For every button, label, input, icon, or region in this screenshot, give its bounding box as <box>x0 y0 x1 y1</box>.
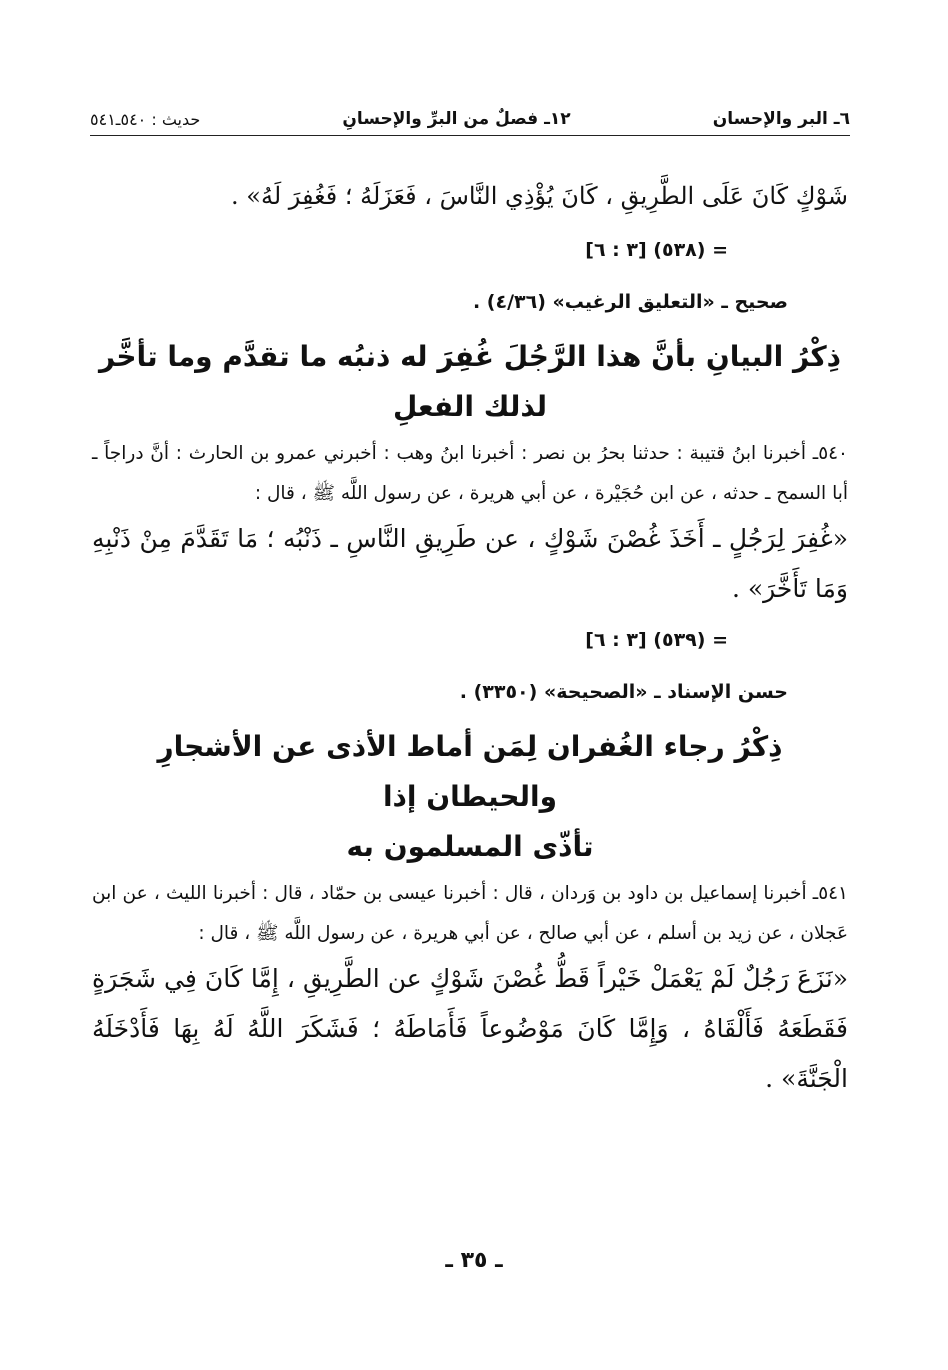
hadith-538-continuation: شَوْكٍ كَانَ عَلَى الطَّرِيقِ ، كَانَ يُؤْذِي النَّاسَ ، فَعَزَلَهُ ؛ فَغُفِرَ لَهُ» . <box>231 182 848 210</box>
chapter-heading-1-line-2: لذلك الفعلِ <box>392 390 548 423</box>
reference-538: = (٥٣٨) [٣ : ٦] <box>585 239 728 261</box>
isnad-541: ٥٤١ـ أخبرنا إسماعيل بن داود بن وَردان ، قال : أخبرنا عيسى بن حمّاد ، قال : أخبرنا الليث ، عن ابن عَجلان ، عن زيد بن أسلم ، عن أبي صالح ، عن أبي هريرة ، عن رسول اللَّه ﷺ ، قال : <box>92 883 848 944</box>
chapter-heading-2-line-1: ذِكْرُ رجاء الغُفران لِمَن أماط الأذى عن الأشجارِ والحيطان إذا <box>157 730 783 813</box>
hadith-range: حديث : ٥٤٠ـ٥٤١ <box>90 110 201 129</box>
book-chapter-title: ٦ـ البر والإحسان <box>712 109 850 129</box>
chapter-heading-1-line-1: ذِكْرُ البيانِ بأنَّ هذا الرَّجُلَ غُفِرَ له ذنبُه ما تقدَّم وما تأخَّر <box>98 340 842 373</box>
grade-538: صحيح ـ «التعليق الرغيب» (٤/٣٦) . <box>472 291 788 313</box>
chapter-heading-1 <box>92 332 848 432</box>
page-number: ـ ٣٥ ـ <box>445 1248 503 1273</box>
chapter-heading-2-line-2: تأذّى المسلمون به <box>346 830 594 863</box>
chapter-heading-2 <box>92 722 848 872</box>
isnad-540: ٥٤٠ـ أخبرنا ابنُ قتيبة : حدثنا بحرُ بن نصر : أخبرنا ابنُ وهب : أخبرني عمرو بن الحارث : أنَّ دراجاً ـ أبا السمح ـ حدثه ، عن ابن حُجَيْرة ، عن أبي هريرة ، عن رسول اللَّه ﷺ ، قال : <box>92 443 848 504</box>
running-header <box>90 96 850 136</box>
grade-539: حسن الإسناد ـ «الصحيحة» (٣٣٥٠) . <box>459 681 788 703</box>
section-title: ١٢ـ فصلٌ من البرِّ والإحسانِ <box>342 109 571 129</box>
reference-539: = (٥٣٩) [٣ : ٦] <box>585 629 728 651</box>
matn-541: «نَزَعَ رَجُلٌ لَمْ يَعْمَلْ خَيْراً قَطُّ غُصْنَ شَوْكٍ عن الطَّرِيقِ ، إِمَّا كَانَ فِي شَجَرَةٍ فَقَطَعَهُ فَأَلْقَاهُ ، وَإِمَّا كَانَ مَوْضُوعاً فَأَمَاطَهُ ؛ فَشَكَرَ اللَّهُ لَهُ بِهَا فَأَدْخَلَهُ الْجَنَّةَ» . <box>92 964 848 1093</box>
page-body <box>92 168 848 1104</box>
matn-540: «غُفِرَ لِرَجُلٍ ـ أَخَذَ غُصْنَ شَوْكٍ ، عن طَرِيقِ النَّاسِ ـ ذَنْبُه ؛ مَا تَقَدَّمَ مِنْ ذَنْبِهِ وَمَا تَأَخَّرَ» . <box>92 524 848 603</box>
